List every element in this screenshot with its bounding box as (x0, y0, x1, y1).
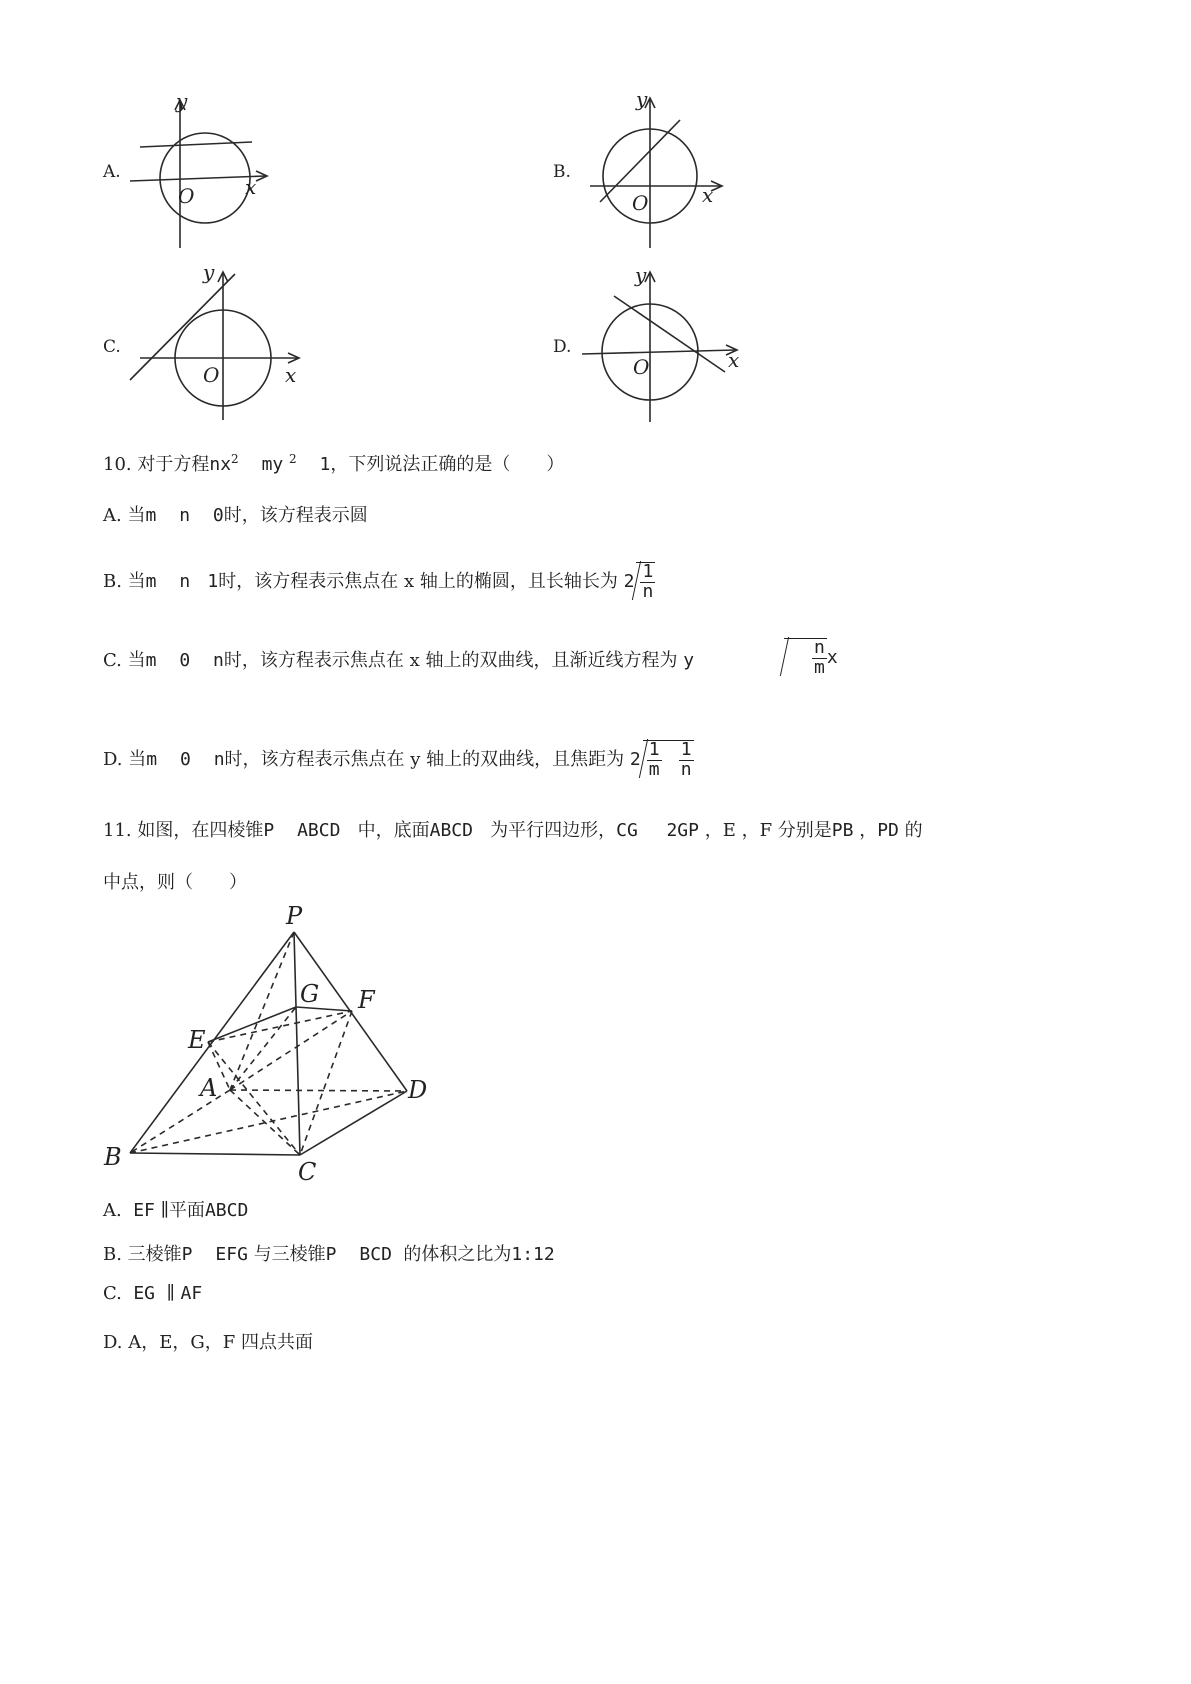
q10-eq-a-sup: 2 (231, 452, 239, 466)
edge-ec-dashed (208, 1042, 300, 1155)
graph-d-x-label: x (728, 348, 740, 372)
q11-c-letter: C. (103, 1283, 128, 1304)
q10-a-letter: A. (103, 505, 128, 526)
q11-a-letter: A. (103, 1200, 128, 1221)
q11-option-d: D. A，E，G，F 四点共面 (103, 1332, 313, 1353)
graph-c-y-label: y (203, 260, 215, 284)
q10-eq-a: nx (209, 454, 232, 475)
q10-a-zero: 0 (212, 505, 224, 526)
q11-pd: PD (877, 820, 899, 841)
q11-c-eg: EG (133, 1283, 155, 1304)
q10-d-pre: 当 (128, 748, 147, 770)
q11-a-ef: EF (133, 1200, 155, 1221)
q11-b-p2: P (325, 1244, 337, 1265)
q10-c-x: x (826, 646, 838, 668)
label-a: A (200, 1074, 218, 1102)
q11-b-t1: 三棱锥 (127, 1244, 182, 1265)
graph-d-origin-label: O (633, 355, 650, 379)
q10-b-sqrt (636, 562, 655, 602)
label-c: C (298, 1158, 317, 1186)
label-f: F (358, 986, 375, 1014)
q10-b-n: n (179, 570, 191, 592)
edge-bd-dashed (130, 1091, 407, 1153)
q10-b-letter: B. (103, 570, 128, 592)
q11-stem-line2: 中点，则（ ） (103, 872, 247, 893)
q11-option-b (103, 1240, 555, 1266)
q11-pb: PB (831, 820, 854, 841)
q11-b-letter: B. (103, 1244, 128, 1265)
graph-b-line (600, 120, 680, 202)
q10-c-y: y (683, 650, 695, 671)
graph-b-figure (580, 87, 740, 255)
q10-c-m: m (145, 650, 157, 671)
graph-option-c-letter: C. (103, 337, 121, 357)
q10-d-num1: 1 (648, 739, 660, 760)
q10-d-letter: D. (103, 748, 129, 770)
edge-fc-dashed (300, 1011, 352, 1155)
q10-d-m: m (146, 748, 158, 770)
edge-pc (294, 932, 300, 1155)
q10-option-d (103, 740, 694, 780)
q11-p: P (263, 820, 275, 841)
graph-c-figure (125, 262, 310, 427)
q11-line1-a: 11. 如图，在四棱锥 (103, 820, 264, 841)
q10-d-den1: m (648, 758, 660, 780)
q10-b-pre: 当 (127, 570, 146, 592)
q11-option-a (103, 1196, 248, 1222)
q10-d-sqrt (643, 740, 694, 780)
label-p: P (286, 902, 303, 930)
q11-line1-f: 的 (904, 820, 923, 841)
q11-b-bcd: BCD (359, 1244, 392, 1265)
q10-c-zero: 0 (179, 650, 191, 671)
label-e: E (188, 1026, 206, 1054)
q11-stem-line1 (103, 816, 923, 842)
q10-b-m: m (145, 570, 157, 592)
q10-stem (103, 450, 564, 476)
q11-line1-b: 中，底面 (357, 820, 430, 841)
q11-a-rel: ∥平面 (160, 1200, 205, 1221)
q10-b-one: 1 (207, 570, 219, 592)
edge-af-dashed (230, 1011, 352, 1090)
label-d: D (408, 1076, 428, 1104)
q10-d-post: 时，该方程表示焦点在 y 轴上的双曲线，且焦距为 (224, 748, 625, 770)
q10-d-num2: 1 (680, 739, 692, 760)
q11-b-efg: EFG (215, 1244, 248, 1265)
q11-cg: CG (616, 820, 638, 841)
q10-c-post: 时，该方程表示焦点在 x 轴上的双曲线，且渐近线方程为 (223, 650, 678, 671)
q11-line1-c: 为平行四边形， (490, 820, 617, 841)
q11-gp: 2GP (666, 820, 699, 841)
q10-c-den: m (814, 656, 825, 678)
graph-b-origin-label: O (632, 191, 649, 215)
graph-a-y-label: y (176, 89, 188, 113)
q10-eq-b: my (261, 454, 284, 475)
graph-a-x-label: x (245, 175, 257, 199)
q10-option-c (103, 646, 694, 672)
q10-c-pre: 当 (127, 650, 146, 671)
q10-c-formula (782, 638, 838, 678)
q10-prefix: 10. 对于方程 (103, 454, 210, 475)
graph-option-b-letter: B. (553, 162, 571, 182)
label-b: B (104, 1143, 122, 1171)
q10-c-n: n (213, 650, 224, 671)
graph-d-y-label: y (635, 263, 647, 287)
graph-option-d-letter: D. (553, 337, 572, 357)
q10-d-coef: 2 (629, 748, 641, 770)
q10-b-den: n (642, 580, 654, 602)
q10-c-num: n (814, 637, 825, 658)
edge-bc (130, 1153, 300, 1155)
q11-c-rel: ∥ (166, 1283, 175, 1304)
q10-c-sqrt (784, 638, 827, 678)
q10-b-num: 1 (642, 561, 654, 582)
graph-d-figure (580, 262, 755, 427)
q11-c-af: AF (180, 1283, 203, 1304)
q10-suffix: ，下列说法正确的是（ ） (330, 454, 565, 475)
q10-eq-b-sup: 2 (289, 452, 297, 466)
q11-option-c (103, 1283, 202, 1304)
q10-b-coef: 2 (623, 570, 635, 592)
q11-pyramid-figure (100, 900, 450, 1185)
q11-b-ratio: 1:12 (511, 1244, 555, 1265)
graph-d-x-axis (582, 350, 735, 354)
q10-a-m: m (145, 505, 157, 526)
q10-option-b (103, 562, 655, 602)
q10-option-a (103, 501, 368, 527)
graph-b-y-label: y (636, 87, 648, 111)
q10-d-den2: n (680, 758, 692, 780)
q11-abcd2: ABCD (429, 820, 473, 841)
graph-a-figure (120, 90, 280, 255)
edge-pb (130, 932, 294, 1153)
q10-c-letter: C. (103, 650, 128, 671)
q10-a-post: 时，该方程表示圆 (223, 505, 368, 526)
q11-a-plane: ABCD (204, 1200, 249, 1221)
graph-c-origin-label: O (203, 363, 220, 387)
q10-eq-c: 1 (319, 454, 331, 475)
q11-b-t3: 的体积之比为 (403, 1244, 512, 1265)
q10-a-n: n (179, 505, 191, 526)
graph-c-x-label: x (285, 363, 297, 387)
label-g: G (300, 980, 320, 1008)
edge-ad-dashed (230, 1090, 407, 1091)
graph-b-x-label: x (702, 183, 714, 207)
q10-d-zero: 0 (179, 748, 191, 770)
q10-d-n: n (213, 748, 225, 770)
q11-line1-e: ， (859, 820, 878, 841)
q10-a-pre: 当 (127, 505, 146, 526)
q11-b-p1: P (181, 1244, 193, 1265)
q10-b-post: 时，该方程表示焦点在 x 轴上的椭圆，且长轴长为 (218, 570, 618, 592)
q11-b-t2: 与三棱锥 (253, 1244, 326, 1265)
q11-line1-d: ，E ，F 分别是 (704, 820, 832, 841)
edge-ac-dashed (230, 1090, 300, 1155)
graph-option-a-letter: A. (103, 162, 121, 182)
edge-cd (300, 1091, 407, 1155)
q11-abcd1: ABCD (297, 820, 341, 841)
graph-a-origin-label: O (178, 184, 195, 208)
